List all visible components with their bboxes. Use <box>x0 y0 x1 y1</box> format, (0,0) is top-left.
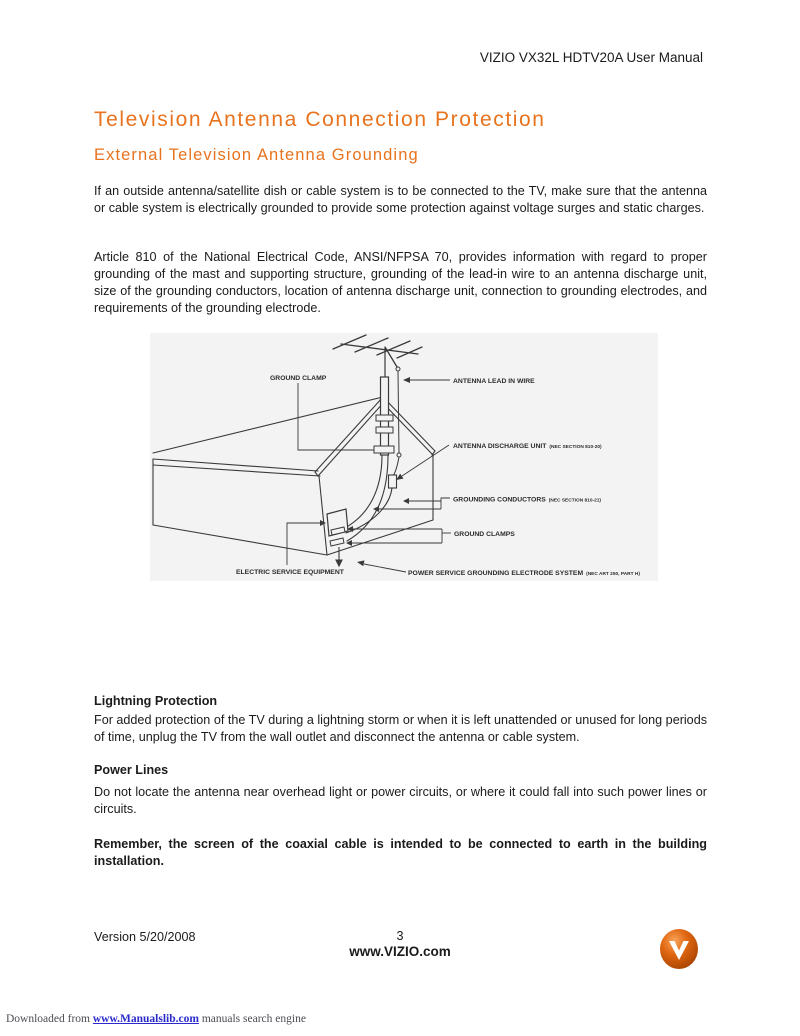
ground-clamps <box>330 527 345 546</box>
manualslib-watermark <box>6 1013 306 1025</box>
intro-paragraph: If an outside antenna/satellite dish or cable system is to be connected to the TV, make sure that the antenna or cable system is electrically grounded to provide some protection against voltage surges and static charges. <box>94 184 707 215</box>
footer-website: www.VIZIO.com <box>349 944 451 959</box>
page-subtitle: External Television Antenna Grounding <box>94 146 419 164</box>
power-lines-paragraph: Do not locate the antenna near overhead light or power circuits, or where it could fall into such power lines or circuits. <box>94 785 707 816</box>
manualslib-link[interactable]: www.Manualslib.com <box>92 1013 199 1025</box>
diagram-label-grounding-conductors: GROUNDING CONDUCTORS (NEC SECTION 810-21) <box>453 496 602 504</box>
lightning-protection-heading: Lightning Protection <box>94 694 218 708</box>
diagram-label-power-service: POWER SERVICE GROUNDING ELECTRODE SYSTEM (NEC ART 250, PART H) <box>408 570 640 577</box>
leader-arrowheads <box>320 377 410 566</box>
vizio-logo <box>659 928 699 971</box>
grounding-diagram <box>150 333 658 581</box>
grounding-diagram-figure <box>150 333 658 581</box>
antenna-mast <box>381 347 389 455</box>
document-header-title: VIZIO VX32L HDTV20A User Manual <box>479 50 703 65</box>
lightning-protection-paragraph: For added protection of the TV during a lightning storm or when it is left unattended or unused for long periods of time, unplug the TV from the wall outlet and disconnect the antenna or cable system. <box>94 713 707 744</box>
footer-page-number: 3 <box>396 929 404 943</box>
watermark-prefix: Downloaded from <box>6 1013 93 1025</box>
diagram-label-antenna-discharge-unit: ANTENNA DISCHARGE UNIT (NEC SECTION 810-20) <box>453 443 602 450</box>
antenna-lead-in-wire <box>393 367 401 476</box>
power-lines-heading: Power Lines <box>94 763 169 777</box>
page-title: Television Antenna Connection Protection <box>94 108 546 131</box>
article-810-paragraph: Article 810 of the National Electrical Code, ANSI/NFPSA 70, provides information with regard to proper grounding of the mast and supporting structure, grounding of the lead-in wire to an antenna discharge unit, size of the grounding conductors, location of antenna discharge unit, connection to grounding electrodes, and requirements of the grounding electrode. <box>94 250 707 315</box>
footer-version: Version 5/20/2008 <box>94 930 196 944</box>
diagram-label-antenna-lead-in-wire: ANTENNA LEAD IN WIRE <box>453 378 535 385</box>
antenna-discharge-unit <box>389 475 397 488</box>
antenna-icon <box>333 335 422 367</box>
leader-lines <box>287 380 451 572</box>
remember-note: Remember, the screen of the coaxial cable is intended to be connected to earth in the building installation. <box>94 837 707 868</box>
diagram-label-ground-clamp: GROUND CLAMP <box>270 375 327 382</box>
diagram-label-ground-clamps: GROUND CLAMPS <box>454 531 515 538</box>
watermark-suffix: manuals search engine <box>198 1013 306 1025</box>
diagram-label-electric-service-equipment: ELECTRIC SERVICE EQUIPMENT <box>236 569 344 576</box>
